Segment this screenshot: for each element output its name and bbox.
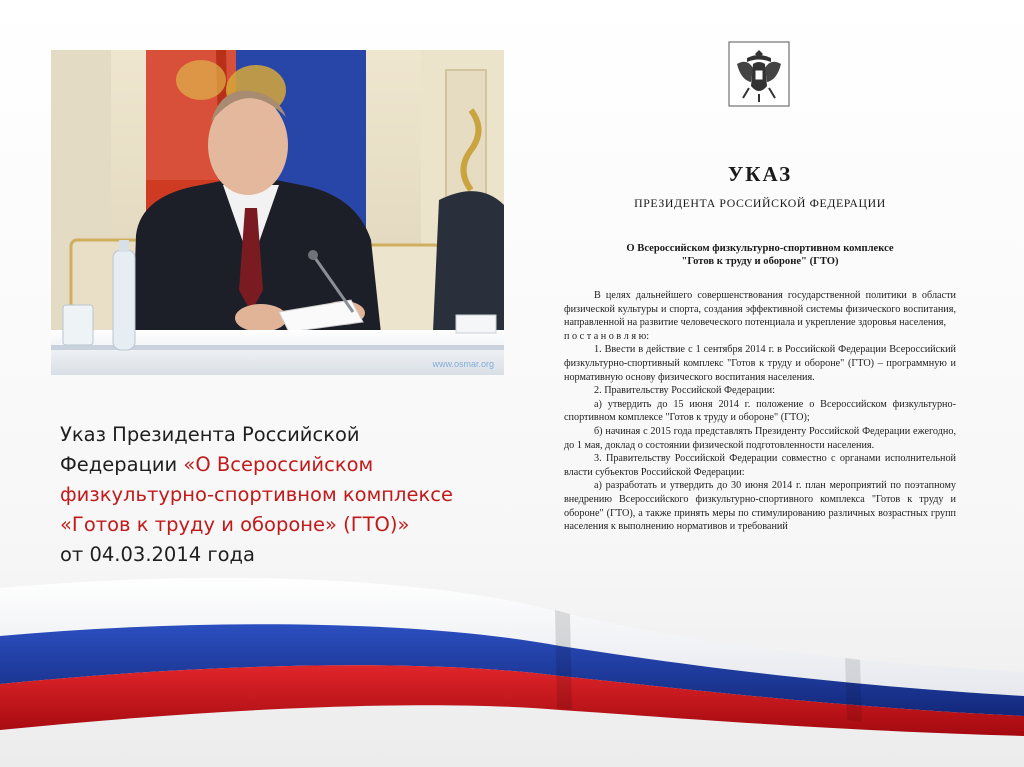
document-subtitle: ПРЕЗИДЕНТА РОССИЙСКОЙ ФЕДЕРАЦИИ	[634, 196, 886, 210]
document-paragraph: а) разработать и утвердить до 30 июня 2014 г. план мероприятий по поэтапному внедрению Всероссийского физкультурно-спортивного комплекса "Готов к труду и обороне" (ГТО), а также принять меры по стимулированию различных возрастных групп населения к выполнению нормативов и требований	[564, 480, 956, 533]
document-title: УКАЗ	[727, 162, 793, 186]
document-paragraph: а) утвердить до 15 июня 2014 г. положение о Всероссийском физкультурно-спортивном комплексе "Готов к труду и обороне" (ГТО);	[564, 398, 956, 424]
document-paragraph: б) начиная с 2015 года представлять Президенту Российской Федерации ежегодно, до 1 мая, доклад о состоянии физической подготовленности населения.	[564, 425, 956, 451]
photo-watermark: www.osmar.org	[432, 359, 494, 369]
document-paragraph: В целях дальнейшего совершенствования государственной политики в области физической культуры и спорта, создания эффективной системы физического воспитания, направленной на развитие человеческого потенциала и укрепление здоровья населения,	[564, 290, 956, 329]
document-body	[564, 289, 956, 534]
decree-document	[560, 36, 960, 596]
document-paragraph: 2. Правительству Российской Федерации:	[594, 385, 775, 397]
document-paragraph: п о с т а н о в л я ю:	[564, 330, 650, 342]
document-paragraph: 1. Ввести в действие с 1 сентября 2014 г. в Российской Федерации Всероссийский физкультурно-спортивный комплекс "Готов к труду и обороне" (ГТО) – программную и нормативную основу физического воспитания населения.	[564, 344, 956, 383]
meeting-photo-illustration	[51, 50, 504, 375]
caption-decree-title: «О Всероссийском физкультурно-спортивном комплексе «Готов к труду и обороне» (ГТО)»	[60, 453, 453, 536]
meeting-photo	[51, 50, 504, 375]
document-subject-line: "Готов к труду и обороне" (ГТО)	[681, 256, 839, 267]
document-subject-line: О Всероссийском физкультурно-спортивном комплексе	[626, 243, 894, 254]
caption-text-intro: Указ Президента Российской Федерации	[60, 423, 360, 476]
tricolor-ribbon	[0, 560, 1024, 767]
caption-decree-date: от 04.03.2014 года	[60, 543, 255, 566]
slide-caption	[60, 420, 480, 570]
document-subject	[580, 242, 940, 268]
coat-of-arms-icon	[727, 40, 791, 108]
document-paragraph: 3. Правительству Российской Федерации совместно с органами исполнительной власти субъектов Российской Федерации:	[564, 453, 956, 478]
